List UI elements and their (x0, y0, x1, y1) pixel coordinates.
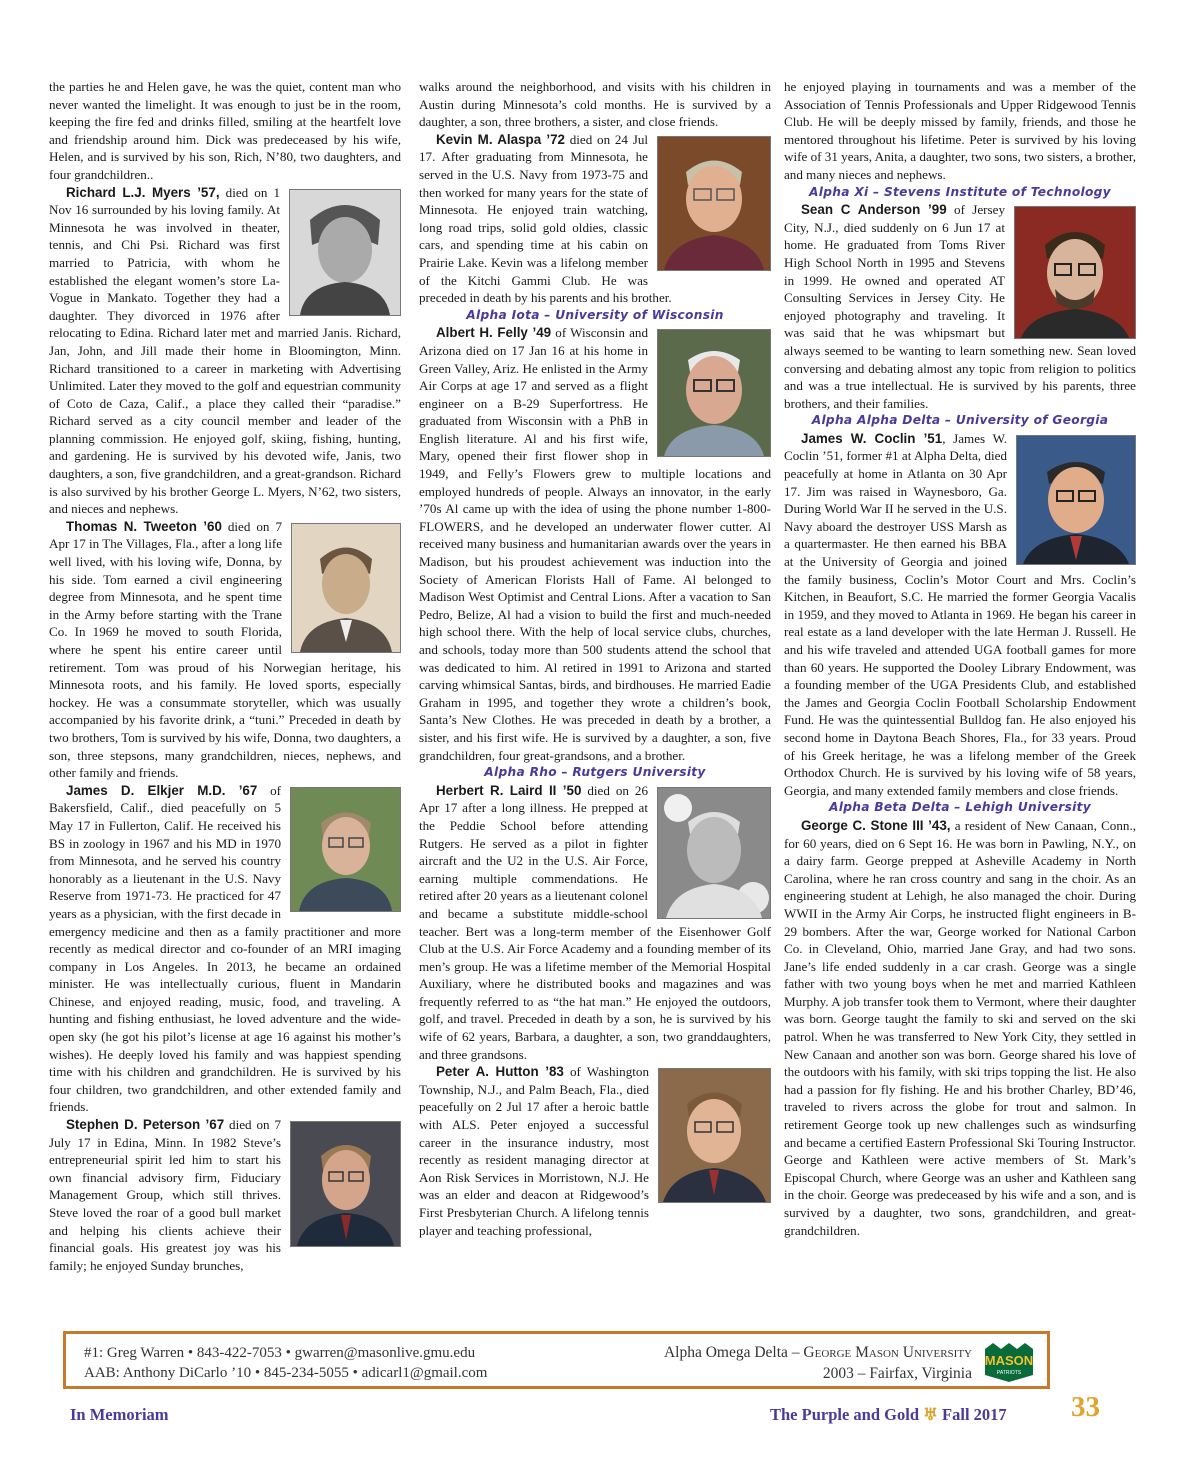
name-alaspa: Kevin M. Alaspa ’72 (436, 131, 565, 147)
column-2 (419, 78, 771, 1239)
issue-label: Fall 2017 (942, 1405, 1007, 1424)
name-anderson: Sean C Anderson ’99 (801, 202, 947, 218)
obit-laird (419, 782, 771, 1064)
photo-felly (657, 329, 771, 457)
text-hutton: of Washington Township, N.J., and Palm Beach, Fla., died peacefully on 2 Jul 17 after a heroic battle with ALS. Peter enjoyed a successful career in the insurance industry, most recently as resident managing director at Aon Risk Services in Morristown, N.J. He was an elder and deacon at Ridgewood’s First Presbyterian Church. A lifelong tennis player and teaching professional, (419, 1064, 649, 1238)
name-felly: Albert H. Felly ’49 (436, 325, 552, 341)
text-stone: a resident of New Canaan, Conn., for 60 years, died on 6 Sept 16. He was born in Pawling, N.Y., on a dairy farm. George prepped at Asheville Academy in North Carolina, where he ran cross country and sang in the choir. As an engineering student at Lehigh, he also managed the choir. During WWII in the Army Air Corps, he instructed flight engineers in B-29 bombers. After the war, George worked for National Carbon Co. in Cleveland, Ohio, married Jane Gray, and had two sons. Jane’s life ended suddenly in a car crash. George was a single father with two young boys when he met and married Kathleen Murphy. A job transfer took them to Vermont, where their daughter was born. George taught the family to ski and served on the ski patrol. When he was transferred to New York City, they settled in New Canaan and another son was born. George shared his love of the outdoors with his family, with ski trips topping the list. He also had a passion for fly fishing. He and his brother Charley, BD’46, traveled to rivers across the globe for trout and salmon. In retirement George took up new challenges such as windsurfing and became a certified Eastern Professional Ski Touring Instructor. George and Kathleen were active members of St. Mark’s Episcopal Church, where George was an usher and Kathleen sang in the choir. George was predeceased by his wife and a son, and is survived by a daughter, two sons, grandchildren, and great-grandchildren. (784, 817, 1136, 1238)
obit-coclin (784, 430, 1136, 799)
chapter-name: Alpha Omega Delta (663, 1344, 788, 1361)
photo-alaspa (657, 136, 771, 271)
photo-hutton (658, 1068, 771, 1203)
chapter-heading-alpha-xi: Alpha Xi – Stevens Institute of Technology (809, 184, 1111, 199)
text-myers: died on 1 Nov 16 surrounded by his loving family. At Minnesota he was involved in theater, tennis, and Chi Psi. Richard was first married to Patricia, with whom he established the elegant women’s store La-Vogue in Mankato. Together they had a daughter. They divorced in 1976 after relocating to Edina. Richard later met and married Janis. Richard, Jan, John, and Jill made their home in Bloomington, Minn. Richard transitioned to a career in marketing with Advertising Unlimited. Later they moved to the golf and equestrian community of Coto de Caza, Calif., a place they called their “paradise.” Richard served as a city council member and leader of the planning commission. He enjoyed golf, skiing, fishing, hunting, and gardening. He is survived by his devoted wife, Janis, two daughters, a son, five grandchildren, and a great-grandson. Richard is also survived by his brother George L. Myers, N’62, two sisters, and nieces and nephews. (49, 184, 401, 517)
name-peterson: Stephen D. Peterson ’67 (66, 1117, 225, 1133)
chapter-heading-alpha-iota: Alpha Iota – University of Wisconsin (466, 307, 724, 322)
obit-stone (784, 817, 1136, 1239)
crest-icon: ♅ (923, 1405, 938, 1424)
text-alaspa: died on 24 Jul 17. After graduating from Minnesota, he served in the U.S. Navy from 1973-75 and then worked for many years for the state of Minnesota. He enjoyed train watching, long road trips, solid gold oldies, classic cars, and spending time at his cabin on Prairie Lake. Kevin was a lifelong member of the Kitchi Gammi Club. He was preceded in death by his parents and his brother. (419, 131, 672, 306)
name-elkjer: James D. Elkjer M.D. ’67 (66, 782, 258, 798)
chapter-founded: 2003 – Fairfax, Virginia (822, 1365, 972, 1382)
chapter-dash: – (787, 1344, 804, 1361)
name-myers: Richard L.J. Myers ’57, (66, 184, 220, 200)
photo-anderson (1014, 206, 1136, 339)
chapter-contact-box (63, 1331, 1050, 1389)
chapter-heading-alpha-rho: Alpha Rho – Rutgers University (484, 765, 706, 780)
text-elkjer: of Bakersfield, Calif., died peacefully on 5 May 17 in Fullerton, Calif. He received his BS in zoology in 1967 and his MD in 1970 from Minnesota, and he served his country honorably as a lieutenant in the U.S. Navy Reserve from 1971-73. He practiced for 47 years as a physician, with the first decade in emergency medicine and then as a family practitioner and more recently as medical director and co-founder of an MRI imaging company in Los Angeles. In 2013, he became an ordained minister. He was intellectually curious, fluent in Mandarin Chinese, and enjoyed reading, music, food, and traveling. A hunting and fishing enthusiast, he loved adventure and the wide-open sky (he got his pilot’s license at age 16 against his mother’s wishes). He deeply loved his family and was happiest spending time with his children and grandchildren. He is survived by his four children, two grandchildren, and other extended family and friends. (49, 782, 401, 1115)
text-peterson: died on 7 July 17 in Edina, Minn. In 1982 Steve’s entrepreneurial spirit led him to start his own financial advisory firm, Fiduciary Management Group, which still thrives. Steve loved the roar of a good bull market and helping his clients achieve their financial goals. His greatest joy was his family; he enjoyed Sunday brunches, (49, 1117, 281, 1273)
text-laird: died on 26 Apr 17 after a long illness. He prepped at the Peddie School before attending Rutgers. He served as a pilot in fighter aircraft and the U2 in the U.S. Air Force, earning multiple commendations. He retired after 20 years as a lieutenant colonel and became a substitute middle-school teacher. Bert was a long-term member of the Eisenhower Golf Club at the U.S. Air Force Academy and a founding member of its men’s group. He was a lifetime member of the Memorial Hospital Auxiliary, where he distributed books and magazines and was frequently referred to as “the hat man.” He enjoyed the outdoors, golf, and travel. Preceded in death by a son, he is survived by his wife of 62 years, Barbara, a daughter, a son, two granddaughters, and three grandsons. (419, 782, 771, 1062)
obit-elkjer (49, 782, 401, 1116)
photo-coclin (1016, 435, 1136, 565)
chapter-heading-alpha-alpha-delta: Alpha Alpha Delta – University of Georgia (811, 413, 1109, 428)
obit-anderson (784, 201, 1136, 412)
contact-aab: AAB: Anthony DiCarlo ’10 • 845-234-5055 • adicarl1@gmail.com (84, 1365, 488, 1381)
text-anderson: of Jersey City, N.J., died suddenly on 6 Jun 17 at home. He graduated from Toms River High School North in 1995 and Stevens in 1999. He owned and operated AT Consulting Services in Jersey City. He enjoyed photography and traveling. It was said that he was whipsmart but always seemed to be wanting to learn something new. Sean loved conversing and debating almost any topic from religion to politics and was a true intellectual. He is survived by his parents, three brothers, and their families. (784, 202, 1136, 411)
obit-myers (49, 184, 401, 518)
photo-peterson (290, 1121, 401, 1247)
obit-peterson (49, 1116, 401, 1274)
chapter-heading-alpha-beta-delta: Alpha Beta Delta – Lehigh University (828, 800, 1092, 815)
name-coclin: James W. Coclin ’51 (801, 430, 943, 446)
mason-patriots-logo (981, 1341, 1037, 1383)
column-1 (49, 78, 401, 1274)
obit-felly (419, 324, 771, 764)
chapter-line (664, 1344, 972, 1362)
text-coclin: , James W. Coclin ’51, former #1 at Alpha Delta, died peacefully at home in Atlanta on 30 Apr 17. Jim was raised in Waynesboro, Ga. During World War II he served in the U.S. Navy aboard the destroyer USS Marsh as a quartermaster. He then earned his BBA at the University of Georgia and joined the family business, Coclin’s Motor Court and Mrs. Coclin’s Kitchen, in Beaufort, S.C. He married the former Georgia Vacalis in 1959, and they moved to Atlanta in 1969. He began his career in real estate as a land developer with the late Herman J. Russell. He and his wife traveled and attended UGA football games for more than 60 years. He supported the Dooley Library Endowment, was a founding member of the UGA Presidents Club, and established the James and Georgia Coclin Football Scholarship Endowment Fund. He was the quintessential Bulldog fan. He also enjoyed his second home in Daytona Beach Shores, Fla., for 33 years. Proud of his Greek heritage, he was a lifelong member of the Greek Orthodox Church. He is survived by his loving wife of 58 years, Georgia, and many extended family members and close friends. (784, 430, 1136, 798)
page-number: 33 (1071, 1391, 1100, 1423)
logo-text: MASON (984, 1353, 1034, 1368)
column-3 (784, 78, 1136, 1239)
text-felly: of Wisconsin and Arizona died on 17 Jan 16 at his home in Green Valley, Ariz. He enlisted in the Army Air Corps at age 17 and served as a flight engineer on a B-29 Superfortress. He graduated from Wisconsin with a PhB in English literature. Al and his first wife, Mary, opened their first flower shop in 1949, and Felly’s Flowers grew to multiple locations and employed hundreds of people. Always an innovator, in the early ’70s Al came up with the idea of using the phone number 1-800-FLOWERS, and he developed an underwater flower cutter. Al received many business and humanitarian awards over the years in Madison, but his proudest achievement was induction into the Society of American Florists Hall of Fame. Al belonged to Madison West Optimist and Central Lions. After a vacation to San Pedro, Belize, Al had a vision to build the first and much-needed high school there. With the help of local service clubs, churches, and schools, today more than 500 students attend the school that was dedicated to him. Al retired in 1991 to Arizona and started carving whimsical Santas, birds, and birdhouses. He married Eadie Graham in 1995, and together they wrote a children’s book, Santa’s New Clothes. He was preceded in death by a brother, a sister, and his first wife. He is survived by a daughter, a son, five grandchildren, four great-grandsons, and a brother. (419, 325, 771, 763)
magazine-name: The Purple and Gold (770, 1405, 919, 1424)
name-tweeton: Thomas N. Tweeton ’60 (66, 518, 222, 534)
article-continuation: walks around the neighborhood, and visits with his children in Austin during Minnesota’s cold months. He is survived by a daughter, a son, three brothers, a sister, and close friends. (419, 79, 771, 130)
obit-tweeton (49, 518, 401, 782)
logo-subtext: PATRIOTS (996, 1370, 1022, 1376)
photo-tweeton (291, 523, 401, 653)
contact-chapter-president: #1: Greg Warren • 843-422-7053 • gwarren@masonlive.gmu.edu (84, 1345, 476, 1361)
magazine-footer (770, 1405, 1007, 1425)
section-label: In Memoriam (70, 1405, 169, 1424)
name-laird: Herbert R. Laird II ’50 (436, 782, 582, 798)
name-stone: George C. Stone III ’43, (801, 817, 951, 833)
name-hutton: Peter A. Hutton ’83 (436, 1064, 564, 1080)
photo-myers (289, 189, 401, 316)
photo-laird (657, 787, 771, 919)
obit-hutton (419, 1063, 771, 1239)
article-continuation: he enjoyed playing in tournaments and was a member of the Association of Tennis Professionals and Upper Ridgewood Tennis Club. He will be deeply missed by family, friends, and those he mentored throughout his lifetime. Peter is survived by his loving wife of 31 years, Anita, a daughter, two sons, two sisters, a brother, and many nieces and nephews. (784, 79, 1136, 182)
text-tweeton: died on 7 Apr 17 in The Villages, Fla., after a long life well lived, with his loving wife, Donna, by his side. Tom earned a civil engineering degree from Minnesota, and he spent time in the Army before starting with the Trane Co. In 1969 he moved to south Florida, where he spent his entire career until retirement. Tom was proud of his Norwegian heritage, his Minnesota roots, and his family. He loved sports, especially hockey. He was a consummate storyteller, which was usually accompanied by his favorite drink, a “tuni.” Preceded in death by two brothers, Tom is survived by his wife, Donna, two daughters, a son, three stepsons, many grandchildren, nieces, nephews, and other family and friends. (49, 518, 401, 781)
article-continuation: the parties he and Helen gave, he was the quiet, content man who never wanted the limelight. It was enough to just be in the room, keeping the fire fed and drinks filled, smiling at the heartfelt love and friendship around him. Dick was predeceased by his wife, Helen, and is survived by his son, Rich, N’80, two daughters, and four grandchildren.. (49, 79, 401, 182)
obit-alaspa (419, 131, 771, 307)
photo-elkjer (290, 787, 401, 912)
chapter-school: George Mason University (803, 1344, 972, 1361)
